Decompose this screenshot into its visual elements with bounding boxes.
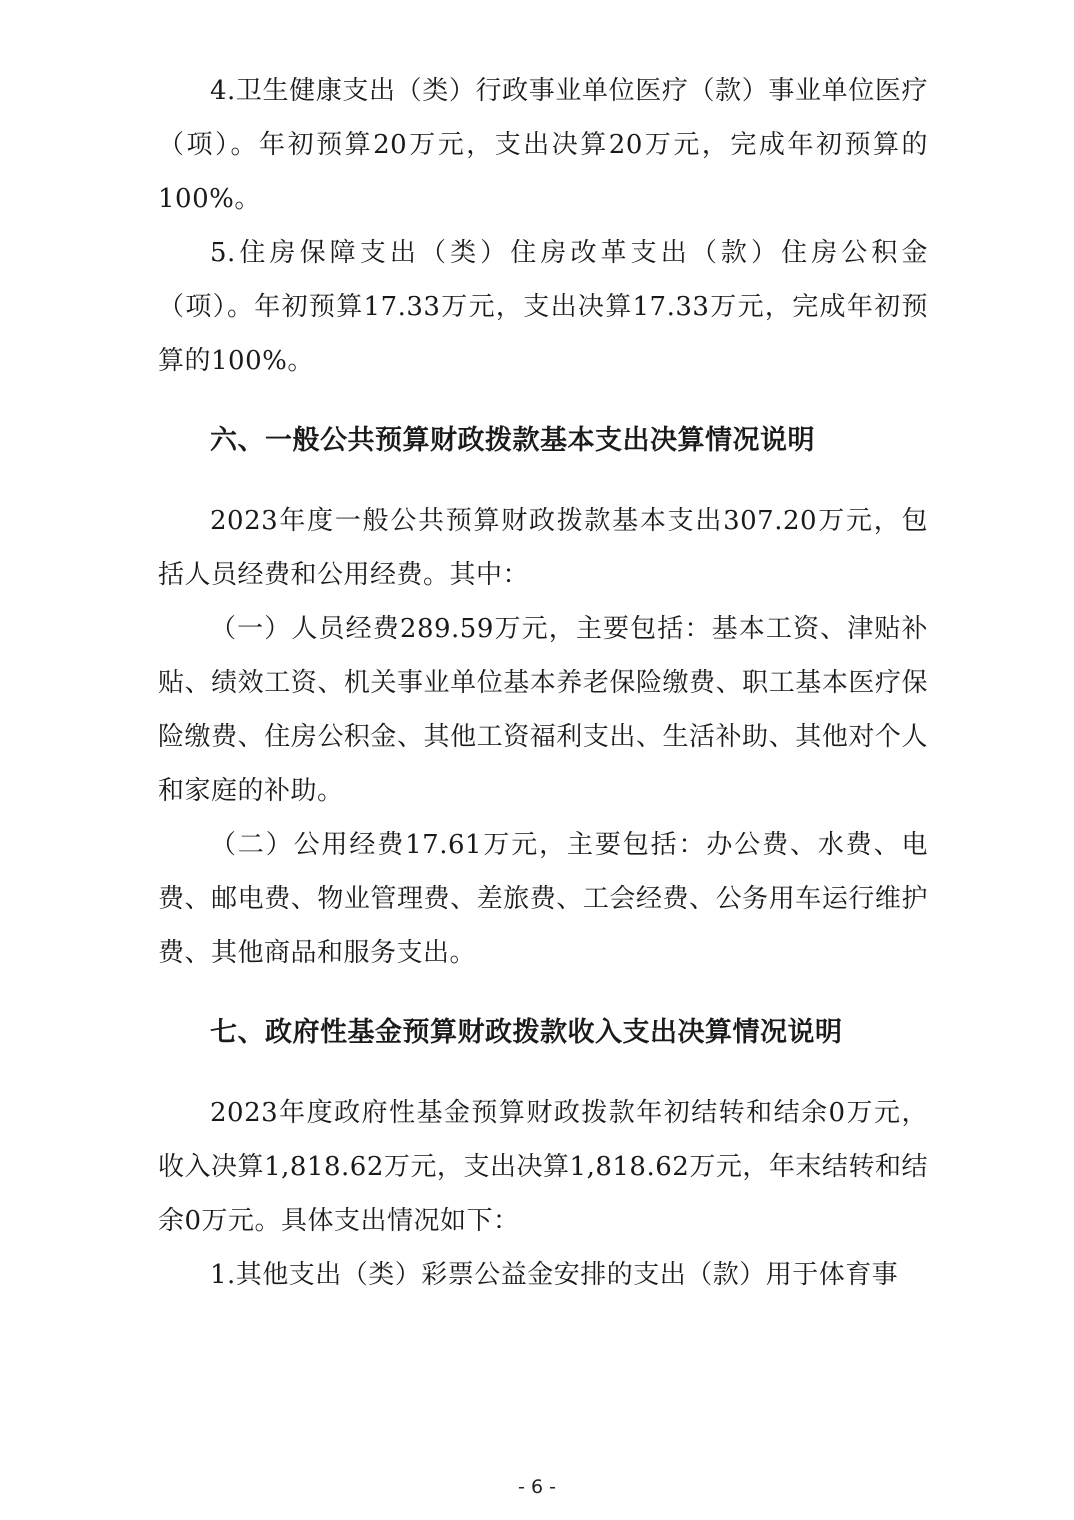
paragraph-lottery-expenditure: 1.其他支出（类）彩票公益金安排的支出（款）用于体育事 bbox=[210, 1260, 899, 1290]
paragraph-health-expenditure: 4.卫生健康支出（类）行政事业单位医疗（款）事业单位医疗（项）。年初预算20万元，支出决算20万元，完成年初预算的100%。 bbox=[158, 76, 928, 214]
document-page bbox=[158, 64, 928, 1302]
paragraph-housing-expenditure: 5.住房保障支出（类）住房改革支出（款）住房公积金（项）。年初预算17.33万元，支出决算17.33万元，完成年初预算的100%。 bbox=[158, 238, 928, 376]
section-heading-basic-expenditure: 六、一般公共预算财政拨款基本支出决算情况说明 bbox=[210, 425, 815, 456]
page-number: - 6 - bbox=[518, 1476, 556, 1498]
paragraph-government-fund-summary: 2023年度政府性基金预算财政拨款年初结转和结余0万元，收入决算1,818.62万元，支出决算1,818.62万元，年末结转和结余0万元。具体支出情况如下： bbox=[158, 1098, 928, 1236]
paragraph-personnel-expenses: （一）人员经费289.59万元，主要包括：基本工资、津贴补贴、绩效工资、机关事业单位基本养老保险缴费、职工基本医疗保险缴费、住房公积金、其他工资福利支出、生活补助、其他对个人和家庭的补助。 bbox=[158, 614, 928, 806]
paragraph-public-expenses: （二）公用经费17.61万元，主要包括：办公费、水费、电费、邮电费、物业管理费、差旅费、工会经费、公务用车运行维护费、其他商品和服务支出。 bbox=[158, 830, 928, 968]
paragraph-basic-expenditure-summary: 2023年度一般公共预算财政拨款基本支出307.20万元，包括人员经费和公用经费。其中： bbox=[158, 506, 928, 590]
section-heading-government-fund: 七、政府性基金预算财政拨款收入支出决算情况说明 bbox=[210, 1017, 843, 1048]
